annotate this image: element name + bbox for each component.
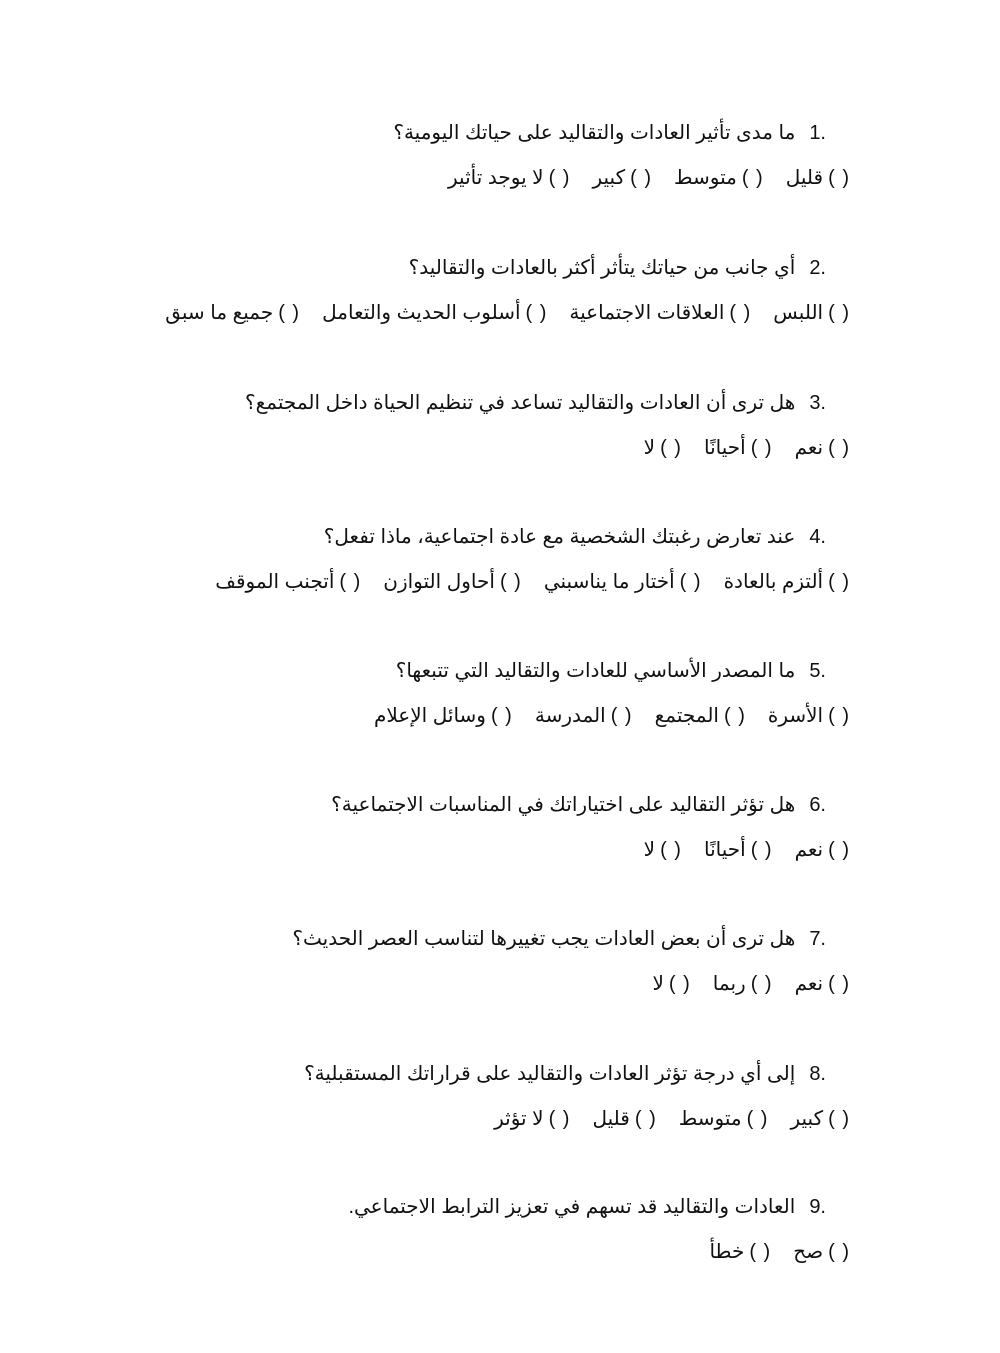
option-label: نعم [794, 437, 824, 459]
option-no-effect[interactable] [448, 164, 570, 192]
question-line [150, 119, 826, 147]
option-label: الأسرة [767, 705, 824, 727]
option-false[interactable] [709, 1238, 771, 1266]
question-text: هل ترى أن العادات والتقاليد تساعد في تنظيم الحياة داخل المجتمع؟ [245, 392, 796, 414]
checkbox-parens[interactable]: ( ) [339, 571, 362, 593]
question-text: هل تؤثر التقاليد على اختياراتك في المناسبات الاجتماعية؟ [331, 794, 796, 816]
option-label: كبير [592, 167, 626, 189]
option-school[interactable] [535, 702, 633, 730]
option-media[interactable] [374, 702, 513, 730]
option-label: لا تؤثر [494, 1108, 544, 1130]
question-text: إلى أي درجة تؤثر العادات والتقاليد على قراراتك المستقبلية؟ [304, 1063, 796, 1085]
question-line [150, 523, 826, 551]
option-label: صح [793, 1241, 824, 1263]
checkbox-parens[interactable]: ( ) [828, 302, 850, 324]
checkbox-parens[interactable]: ( ) [610, 705, 633, 727]
question-1 [150, 119, 850, 192]
question-text: هل ترى أن بعض العادات يجب تغييرها لتناسب العصر الحديث؟ [292, 928, 796, 950]
option-family[interactable] [768, 702, 850, 730]
option-label: أحاول التوازن [383, 571, 495, 593]
checkbox-parens[interactable]: ( ) [548, 167, 571, 189]
question-text: أي جانب من حياتك يتأثر أكثر بالعادات والتقاليد؟ [408, 257, 796, 279]
question-7 [150, 925, 850, 998]
question-3 [150, 389, 850, 462]
question-line [150, 925, 826, 953]
question-line [150, 791, 826, 819]
option-large[interactable] [592, 164, 652, 192]
option-label: خطأ [709, 1241, 745, 1263]
option-sometimes[interactable] [704, 434, 773, 462]
checkbox-parens[interactable]: ( ) [548, 1108, 571, 1130]
option-true[interactable] [793, 1238, 850, 1266]
question-line [150, 254, 826, 282]
question-line [150, 389, 826, 417]
option-label: المدرسة [534, 705, 606, 727]
option-label: أحيانًا [703, 437, 746, 459]
question-text: ما مدى تأثير العادات والتقاليد على حياتك اليومية؟ [393, 122, 796, 144]
question-line [150, 1193, 826, 1221]
option-label: متوسط [678, 1108, 742, 1130]
options-row [150, 836, 850, 864]
checkbox-parens[interactable]: ( ) [828, 705, 850, 727]
question-number: 4. [809, 526, 826, 548]
option-label: ألتزم بالعادة [723, 571, 824, 593]
question-number: 8. [809, 1063, 826, 1085]
checkbox-parens[interactable]: ( ) [828, 167, 850, 189]
option-label: المجتمع [654, 705, 719, 727]
checkbox-parens[interactable]: ( ) [746, 1108, 769, 1130]
option-label: قليل [785, 167, 824, 189]
option-yes[interactable] [795, 836, 850, 864]
option-label: وسائل الإعلام [373, 705, 486, 727]
question-text: عند تعارض رغبتك الشخصية مع عادة اجتماعية، ماذا تفعل؟ [323, 526, 796, 548]
option-no[interactable] [644, 434, 682, 462]
question-9 [150, 1193, 850, 1266]
question-number: 1. [809, 122, 826, 144]
option-little[interactable] [786, 164, 850, 192]
option-no[interactable] [653, 970, 691, 998]
option-medium[interactable] [674, 164, 764, 192]
question-5 [150, 657, 850, 730]
option-label: لا [643, 437, 656, 459]
checkbox-parens[interactable]: ( ) [729, 302, 752, 324]
question-6 [150, 791, 850, 864]
option-speech-style[interactable] [322, 299, 547, 327]
question-number: 7. [809, 928, 826, 950]
option-sometimes[interactable] [704, 836, 773, 864]
option-label: نعم [794, 839, 824, 861]
option-yes[interactable] [795, 434, 850, 462]
checkbox-parens[interactable]: ( ) [660, 839, 682, 861]
option-label: لا يوجد تأثير [448, 167, 544, 189]
option-label: اللبس [773, 302, 824, 324]
options-row [150, 164, 850, 192]
question-number: 3. [809, 392, 826, 414]
checkbox-parens[interactable]: ( ) [278, 302, 301, 324]
checkbox-parens[interactable]: ( ) [828, 437, 850, 459]
option-medium[interactable] [679, 1105, 769, 1133]
options-row [150, 568, 850, 596]
option-maybe[interactable] [713, 970, 773, 998]
option-label: أحيانًا [703, 839, 746, 861]
option-yes[interactable] [795, 970, 850, 998]
checkbox-parens[interactable]: ( ) [668, 973, 691, 995]
options-row [150, 1238, 850, 1266]
option-all-above[interactable] [165, 299, 300, 327]
option-society[interactable] [655, 702, 746, 730]
option-no[interactable] [644, 836, 682, 864]
question-line [150, 657, 826, 685]
options-row [150, 702, 850, 730]
option-no-effect[interactable] [494, 1105, 570, 1133]
question-text: العادات والتقاليد قد تسهم في تعزيز الترابط الاجتماعي. [348, 1196, 796, 1218]
option-social-relations[interactable] [569, 299, 751, 327]
option-label: كبير [790, 1108, 824, 1130]
checkbox-parens[interactable]: ( ) [828, 571, 850, 593]
options-row [150, 299, 850, 327]
option-label: العلاقات الاجتماعية [569, 302, 725, 324]
checkbox-parens[interactable]: ( ) [723, 705, 746, 727]
options-row [150, 970, 850, 998]
question-4 [150, 523, 850, 596]
question-number: 2. [809, 257, 826, 279]
checkbox-parens[interactable]: ( ) [828, 1241, 850, 1263]
option-avoid[interactable] [215, 568, 361, 596]
checkbox-parens[interactable]: ( ) [750, 839, 773, 861]
option-balance[interactable] [383, 568, 522, 596]
checkbox-parens[interactable]: ( ) [490, 705, 513, 727]
option-label: أختار ما يناسبني [543, 571, 675, 593]
question-text: ما المصدر الأساسي للعادات والتقاليد التي تتبعها؟ [395, 660, 796, 682]
option-label: أتجنب الموقف [215, 571, 335, 593]
checkbox-parens[interactable]: ( ) [750, 437, 773, 459]
question-number: 9. [809, 1196, 826, 1218]
checkbox-parens[interactable]: ( ) [679, 571, 702, 593]
option-label: قليل [592, 1108, 630, 1130]
question-8 [150, 1060, 850, 1133]
option-label: لا [652, 973, 664, 995]
option-large[interactable] [790, 1105, 850, 1133]
options-row [150, 1105, 850, 1133]
question-2 [150, 254, 850, 327]
option-label: متوسط [674, 167, 737, 189]
checkbox-parens[interactable]: ( ) [750, 973, 773, 995]
option-label: أسلوب الحديث والتعامل [322, 302, 521, 324]
option-label: جميع ما سبق [165, 302, 274, 324]
question-number: 5. [809, 660, 826, 682]
checkbox-parens[interactable]: ( ) [499, 571, 522, 593]
option-label: ربما [712, 973, 746, 995]
question-line [150, 1060, 826, 1088]
checkbox-parens[interactable]: ( ) [828, 1108, 850, 1130]
checkbox-parens[interactable]: ( ) [749, 1241, 772, 1263]
option-follow-custom[interactable] [724, 568, 850, 596]
checkbox-parens[interactable]: ( ) [660, 437, 682, 459]
options-row [150, 434, 850, 462]
checkbox-parens[interactable]: ( ) [634, 1108, 657, 1130]
checkbox-parens[interactable]: ( ) [741, 167, 764, 189]
question-number: 6. [809, 794, 826, 816]
option-clothing[interactable] [773, 299, 850, 327]
checkbox-parens[interactable]: ( ) [630, 167, 653, 189]
checkbox-parens[interactable]: ( ) [828, 973, 850, 995]
option-label: نعم [794, 973, 824, 995]
checkbox-parens[interactable]: ( ) [828, 839, 850, 861]
option-choose-own[interactable] [544, 568, 702, 596]
option-little[interactable] [592, 1105, 656, 1133]
checkbox-parens[interactable]: ( ) [525, 302, 548, 324]
option-label: لا [643, 839, 656, 861]
